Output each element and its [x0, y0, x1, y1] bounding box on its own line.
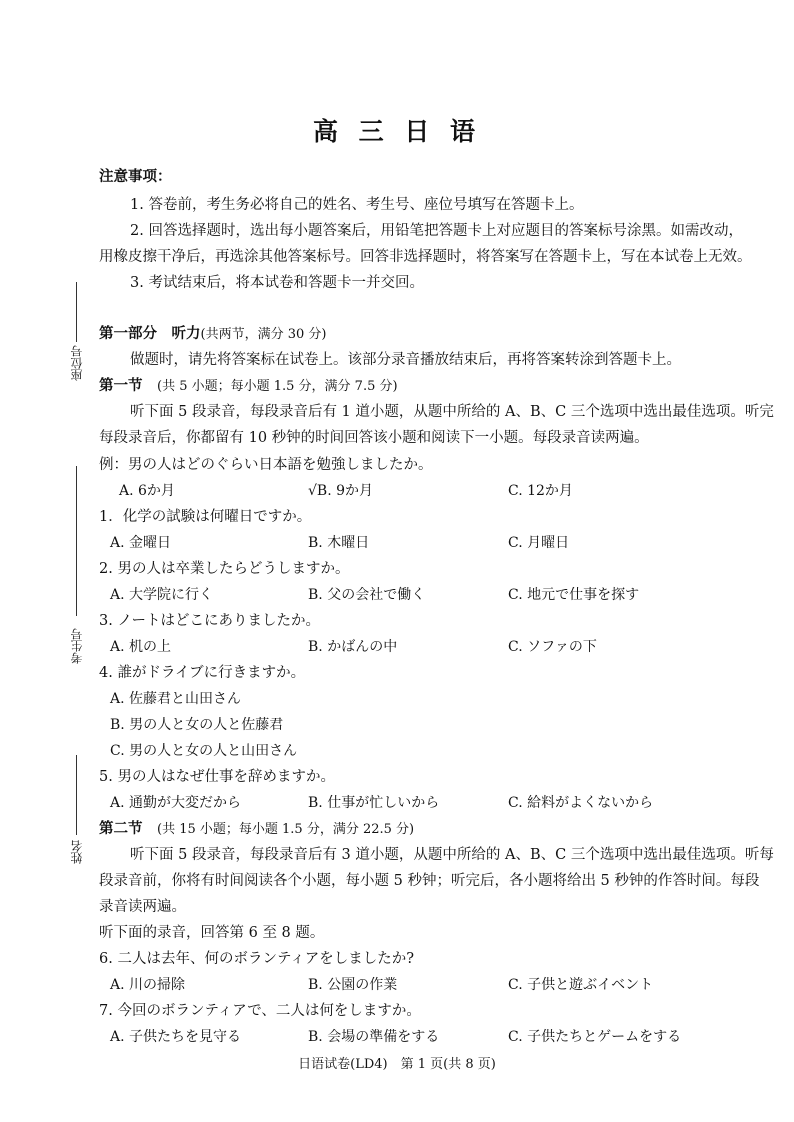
part1-heading-row — [99, 324, 326, 345]
question: 2. 男の人は卒業したらどうしますか。 — [99, 561, 350, 577]
question: 6. 二人は去年、何のボランティアをしましたか? — [99, 951, 415, 967]
option-b: B. 公園の作業 — [308, 977, 398, 993]
option-c: C. 子供と遊ぶイベント — [508, 977, 654, 993]
option-c: C. 月曜日 — [508, 535, 570, 551]
notice-item: 2. 回答选择题时，选出每小题答案后，用铅笔把答题卡上对应题目的答案标号涂黑。如需改动， — [130, 223, 743, 239]
part1-intro: 做题时，请先将答案标在试卷上。该部分录音播放结束后，再将答案转涂到答题卡上。 — [130, 352, 681, 368]
option-c: C. ソファの下 — [508, 639, 597, 655]
option-a: A. 通勤が大変だから — [110, 795, 242, 811]
notice-heading: 注意事项： — [99, 168, 172, 185]
example-question: 例：男の人はどのぐらい日本語を勉強しましたか。 — [99, 457, 433, 473]
seat-number-label: 座位号 — [70, 345, 84, 381]
option-b: B. 男の人と女の人と佐藤君 — [110, 717, 284, 733]
section2-instruction: 录音读两遍。 — [99, 899, 186, 915]
question: 4. 誰がドライブに行きますか。 — [99, 665, 306, 681]
part1-heading: 第一部分 听力 — [99, 325, 201, 342]
option-b: B. 木曜日 — [308, 535, 370, 551]
section2-heading: 第二节 — [99, 820, 143, 837]
question: 3. ノートはどこにありましたか。 — [99, 613, 321, 629]
option-c: C. 男の人と女の人と山田さん — [110, 743, 298, 759]
option-c: C. 給料がよくないから — [508, 795, 654, 811]
option-a: A. 子供たちを見守る — [110, 1029, 242, 1045]
section1-heading: 第一节 — [99, 377, 143, 394]
example-option-b: √B. 9か月 — [308, 483, 374, 499]
example-option-a: A. 6か月 — [119, 483, 175, 499]
option-b: B. 父の会社で働く — [308, 587, 426, 603]
option-b: B. 会場の準備をする — [308, 1029, 440, 1045]
page-footer: 日语试卷(LD4) 第 1 页(共 8 页) — [298, 1057, 496, 1072]
option-b: B. かばんの中 — [308, 639, 398, 655]
section2-note: (共 15 小题；每小题 1.5 分，满分 22.5 分) — [157, 822, 415, 837]
section1-instruction: 听下面 5 段录音，每段录音后有 1 道小题，从题中所给的 A、B、C 三个选项中选出最佳选项。听完 — [130, 404, 774, 420]
option-c: C. 地元で仕事を探す — [508, 587, 640, 603]
name-line — [76, 755, 77, 835]
candidate-number-line — [76, 466, 77, 616]
section2-heading-row — [99, 819, 414, 840]
seat-number-line — [76, 282, 77, 342]
notice-item: 用橡皮擦干净后，再选涂其他答案标号。回答非选择题时，将答案写在答题卡上，写在本试卷上无效。 — [99, 249, 752, 265]
section1-heading-row — [99, 376, 398, 397]
notice-item: 1. 答卷前，考生务必将自己的姓名、考生号、座位号填写在答题卡上。 — [130, 197, 584, 213]
name-label: 姓名 — [70, 840, 84, 864]
option-a: A. 佐藤君と山田さん — [110, 691, 242, 707]
part1-heading-note: (共两节，满分 30 分) — [200, 327, 327, 342]
notice-item: 3. 考试结束后，将本试卷和答题卡一并交回。 — [130, 275, 424, 291]
question: 7. 今回のボランティアで、二人は何をしますか。 — [99, 1003, 421, 1019]
section1-instruction: 每段录音后，你都留有 10 秒钟的时间回答该小题和阅读下一小题。每段录音读两遍。 — [99, 430, 649, 446]
option-a: A. 机の上 — [110, 639, 172, 655]
example-option-c: C. 12か月 — [508, 483, 573, 499]
question: 5. 男の人はなぜ仕事を辞めますか。 — [99, 769, 335, 785]
option-a: A. 川の掃除 — [110, 977, 186, 993]
option-c: C. 子供たちとゲームをする — [508, 1029, 682, 1045]
section2-instruction: 段录音前，你将有时间阅读各个小题，每小题 5 秒钟；听完后，各小题将给出 5 秒钟的作答时间。每段 — [99, 873, 760, 889]
option-a: A. 大学院に行く — [110, 587, 214, 603]
section1-note: (共 5 小题；每小题 1.5 分，满分 7.5 分) — [157, 379, 398, 394]
section2-lead: 听下面的录音，回答第 6 至 8 题。 — [99, 925, 325, 941]
candidate-number-label: 考生号 — [70, 628, 84, 664]
page-title: 高 三 日 语 — [312, 117, 482, 146]
section2-instruction: 听下面 5 段录音，每段录音后有 3 道小题，从题中所给的 A、B、C 三个选项中选出最佳选项。听每 — [130, 847, 774, 863]
option-b: B. 仕事が忙しいから — [308, 795, 440, 811]
option-a: A. 金曜日 — [110, 535, 172, 551]
question: 1．化学の試験は何曜日ですか。 — [99, 509, 312, 525]
